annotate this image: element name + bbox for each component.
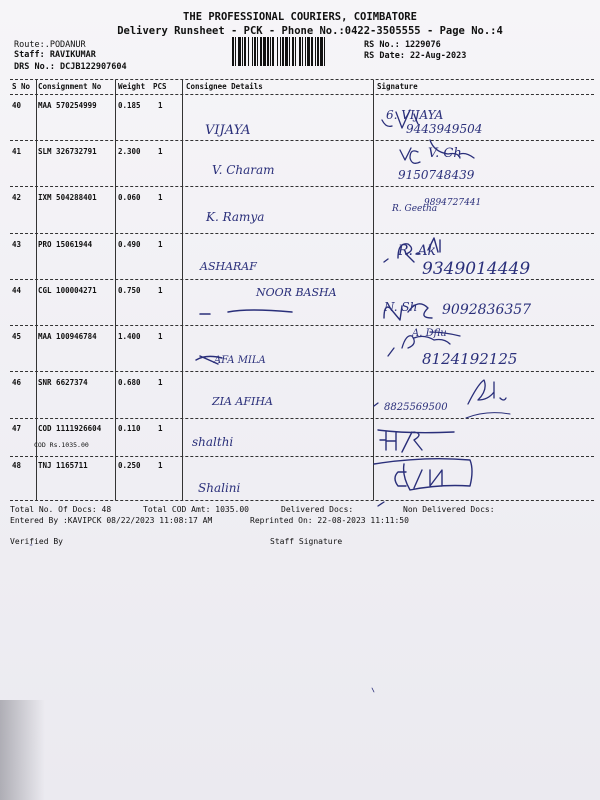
handwritten-phone-number: 9092836357 (442, 302, 532, 318)
handwritten-signature: R. Geetha (392, 204, 438, 214)
handwritten-phone-number: 8825569500 (384, 402, 448, 413)
company-title: THE PROFESSIONAL COURIERS, COIMBATORE (183, 11, 417, 23)
rs-date: RS Date: 22-Aug-2023 (364, 51, 467, 61)
cell-sno: 48 (12, 461, 22, 470)
cell-consignment: MAA 570254999 (38, 101, 97, 110)
cell-weight: 1.400 (118, 332, 141, 341)
cell-pcs: 1 (158, 332, 163, 341)
cell-consignment: COD 1111926604 (38, 424, 102, 433)
col-header-pcs: PCS (153, 82, 167, 91)
cell-consignment: SLM 326732791 (38, 147, 97, 156)
cell-weight: 0.060 (118, 193, 141, 202)
handwritten-consignee-name: V. Charam (212, 163, 275, 177)
cell-pcs: 1 (158, 461, 163, 470)
handwritten-phone-number: 9443949504 (406, 122, 483, 136)
handwritten-consignee-name: ZIA AFIHA (212, 395, 273, 408)
cell-sno: 45 (12, 332, 22, 341)
col-header-weight: Weight (118, 82, 146, 91)
cell-sno: 44 (12, 286, 22, 295)
cell-weight: 0.185 (118, 101, 141, 110)
pen-mark (30, 545, 374, 692)
cod-amount: COD Rs.1035.00 (34, 441, 89, 449)
handwritten-phone-number: 9349014449 (422, 259, 531, 279)
total-cod: Total COD Amt: 1035.00 (143, 505, 249, 514)
handwritten-phone-number: 9150748439 (398, 168, 475, 182)
cell-pcs: 1 (158, 240, 163, 249)
staff-signature: Staff Signature (270, 537, 343, 546)
cell-weight: 0.680 (118, 378, 141, 387)
cell-weight: 0.110 (118, 424, 141, 433)
verified-by: Verified By (10, 537, 63, 546)
delivered-docs: Delivered Docs: (281, 505, 354, 514)
pen-mark (378, 502, 384, 506)
cell-consignment: SNR 6627374 (38, 378, 88, 387)
entered-by: Entered By :KAVIPCK 08/22/2023 11:08:17 AM (10, 516, 213, 525)
handwritten-consignee-name: Shalini (198, 481, 241, 495)
route-label: Route:.PODANUR (14, 40, 86, 50)
handwritten-consignee-name: ASHARAF (200, 260, 257, 273)
cell-weight: 0.490 (118, 240, 141, 249)
total-docs: Total No. Of Docs: 48 (10, 505, 112, 514)
signature-stroke (378, 430, 454, 452)
cell-consignment: MAA 100946784 (38, 332, 97, 341)
cell-sno: 42 (12, 193, 22, 202)
cell-consignment: CGL 100004271 (38, 286, 97, 295)
cell-weight: 0.750 (118, 286, 141, 295)
runsheet-subtitle: Delivery Runsheet - PCK - Phone No.:0422-3505555 - Page No.:4 (117, 25, 503, 37)
cell-sno: 46 (12, 378, 22, 387)
cell-pcs: 1 (158, 147, 163, 156)
handwritten-consignee-name: NOOR BASHA (256, 286, 337, 299)
cell-consignment: IXM 504288401 (38, 193, 97, 202)
handwritten-signature: R. Ak (398, 243, 437, 259)
cell-pcs: 1 (158, 424, 163, 433)
handwritten-signature: A. Dflu (412, 328, 447, 339)
col-header-consignee: Consignee Details (186, 82, 263, 91)
staff-label: Staff: RAVIKUMAR (14, 50, 96, 60)
handwritten-phone-number: 8124192125 (422, 350, 518, 368)
handwritten-consignee-name: VIJAYA (205, 123, 251, 138)
cell-pcs: 1 (158, 193, 163, 202)
cell-consignment: PRO 15061944 (38, 240, 93, 249)
cell-pcs: 1 (158, 286, 163, 295)
cell-consignment: TNJ 1165711 (38, 461, 88, 470)
cell-pcs: 1 (158, 378, 163, 387)
cell-weight: 0.250 (118, 461, 141, 470)
rs-number: RS No.: 1229076 (364, 40, 441, 50)
handwritten-consignee-name: AFA MILA (214, 355, 266, 366)
signature-stroke (466, 413, 510, 418)
cell-weight: 2.300 (118, 147, 141, 156)
handwritten-signature: V. Ch (428, 146, 462, 161)
cell-sno: 40 (12, 101, 22, 110)
cell-sno: 41 (12, 147, 22, 156)
strikethrough-stroke (200, 310, 292, 314)
cell-sno: 47 (12, 424, 22, 433)
non-delivered-docs: Non Delivered Docs: (403, 505, 495, 514)
reprinted-on: Reprinted On: 22-08-2023 11:11:50 (250, 516, 409, 525)
col-header-consignment: Consignment No (38, 82, 102, 91)
cell-pcs: 1 (158, 101, 163, 110)
drs-number: DRS No.: DCJB122907604 (14, 62, 127, 72)
handwritten-signature: N. Sh (384, 300, 418, 314)
col-header-sno: S No (12, 82, 31, 91)
handwritten-consignee-name: shalthi (192, 435, 234, 449)
handwritten-signature: 6. VIJAYA (386, 108, 444, 122)
cell-sno: 43 (12, 240, 22, 249)
handwritten-phone-number: 9894727441 (424, 198, 482, 208)
signature-stroke (374, 459, 472, 490)
col-header-signature: Signature (377, 82, 418, 91)
handwritten-consignee-name: K. Ramya (206, 210, 265, 224)
